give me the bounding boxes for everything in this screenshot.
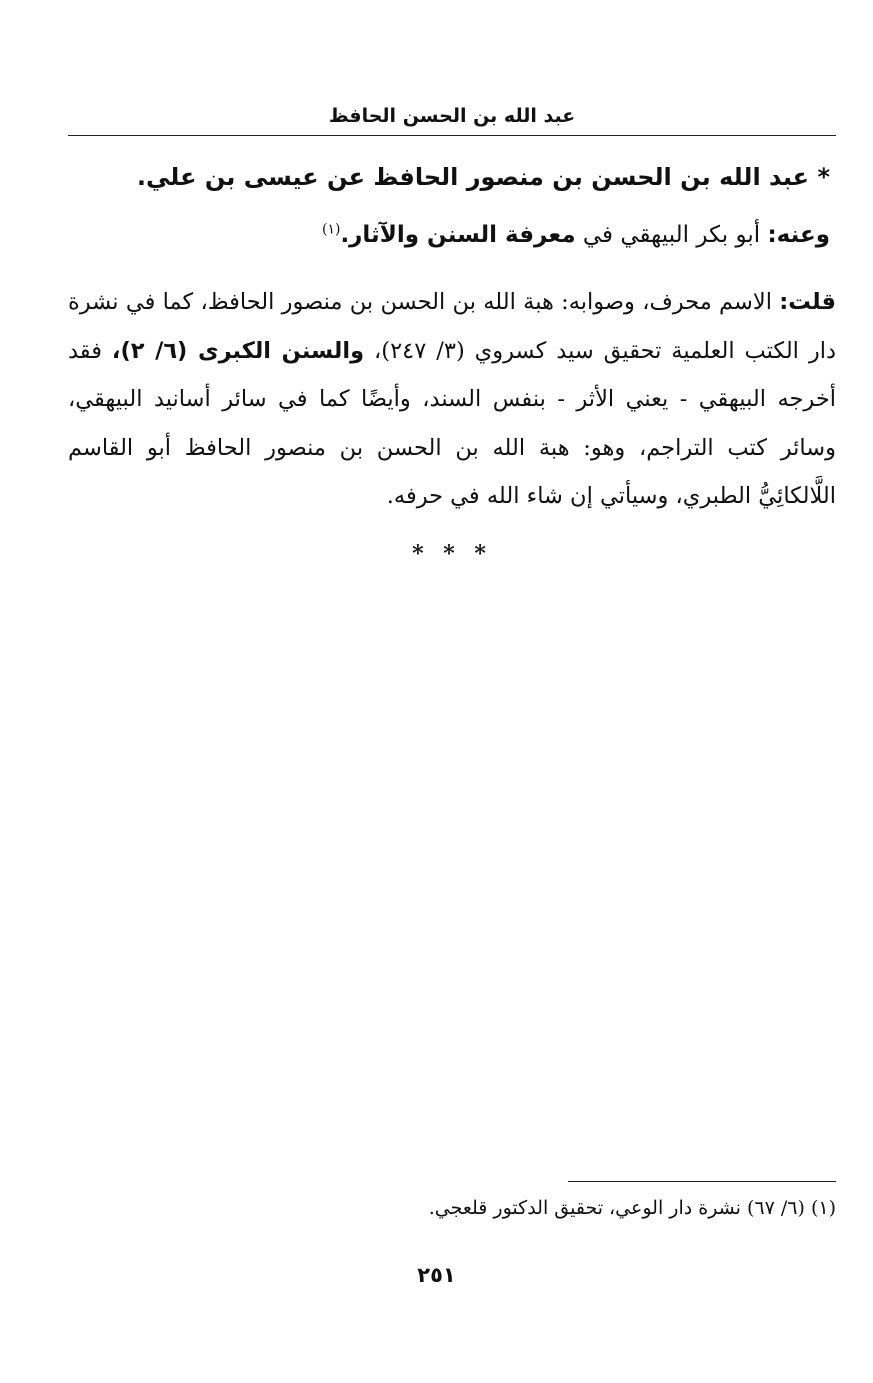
source-label: وعنه: — [767, 222, 830, 248]
page-number: ٢٥١ — [417, 1263, 456, 1287]
note-label: قلت: — [779, 289, 836, 315]
source-line — [68, 206, 830, 264]
section-separator: * * * — [412, 540, 492, 567]
note-bold-reference: والسنن الكبرى (٦/ ٢)، — [111, 337, 365, 364]
running-title: عبد الله بن الحسن الحافظ — [328, 105, 576, 127]
footnote-divider — [568, 1181, 836, 1182]
source-text: أبو بكر البيهقي في — [582, 222, 761, 248]
footnote — [68, 1192, 836, 1224]
footnote-text: (٦/ ٦٧) نشرة دار الوعي، تحقيق الدكتور قلعجي. — [428, 1197, 805, 1219]
entry-title: عبد الله بن الحسن بن منصور الحافظ عن عيسى بن علي. — [136, 163, 810, 191]
footnote-reference: (١) — [321, 221, 341, 238]
page-body — [68, 148, 836, 567]
editor-note — [68, 278, 836, 521]
source-book-title: معرفة السنن والآثار. — [340, 222, 576, 248]
entry-heading — [68, 148, 830, 206]
footnote-number: (١) — [810, 1197, 836, 1219]
running-header — [68, 101, 836, 136]
entry-marker: * — [817, 163, 830, 191]
note-text-part3: فقد أخرجه البيهقي - يعني الأثر - بنفس السند، وأيضًا كما في سائر أسانيد البيهقي، وسائر كتب التراجم، وهو: هبة الله بن الحسن بن منصور الحافظ أبو القاسم اللَّالكائِيُّ الطبري، وسيأتي إن شاء الله في حرفه. — [68, 337, 836, 509]
note-text-part1: الاسم محرف، وصوابه: هبة الله بن الحسن بن منصور الحافظ، كما في نشرة دار الكتب العلمية تحقيق سيد كسروي (٣/ ٢٤٧)، — [68, 289, 836, 364]
